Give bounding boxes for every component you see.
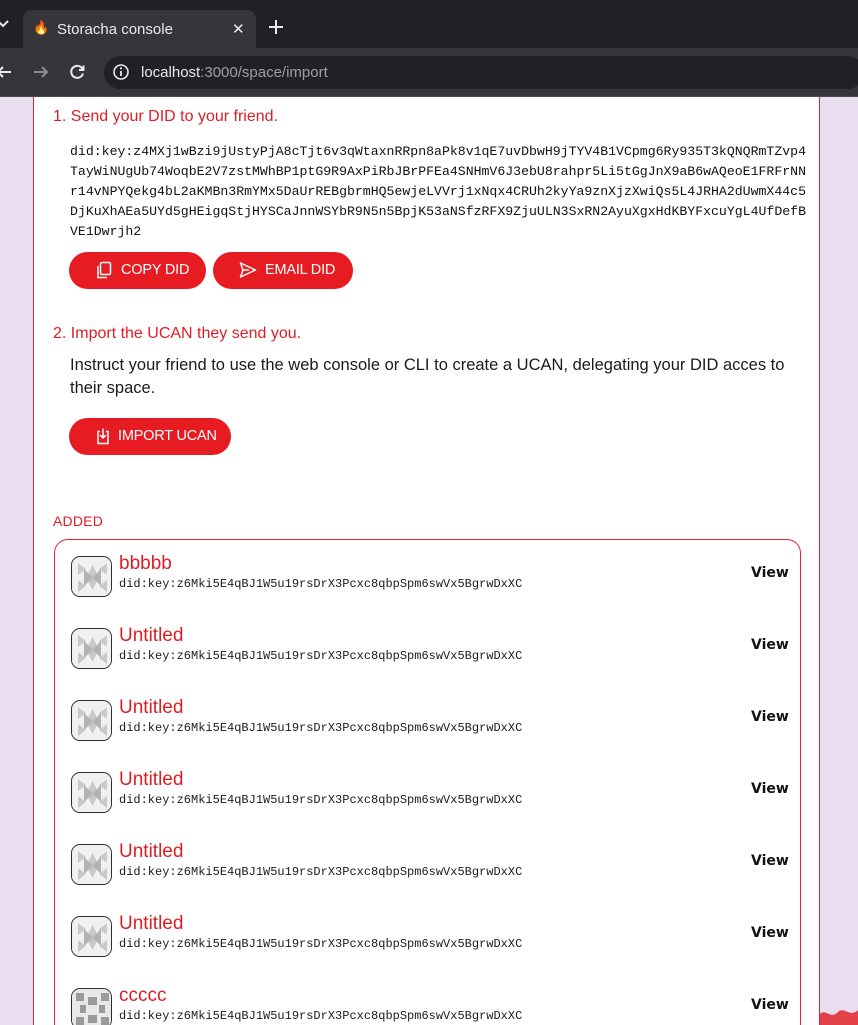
space-avatar xyxy=(71,916,112,957)
browser-tab[interactable] xyxy=(23,10,256,48)
space-avatar xyxy=(71,628,112,669)
space-name: Untitled xyxy=(119,841,184,862)
list-item xyxy=(71,769,791,816)
space-name: ccccc xyxy=(119,985,167,1006)
send-paper-plane-icon xyxy=(239,261,257,279)
blockie-avatar-icon xyxy=(72,917,112,957)
new-tab-plus-icon[interactable] xyxy=(266,17,286,37)
list-item xyxy=(71,913,791,960)
view-space-link[interactable]: View xyxy=(751,925,789,941)
added-section-label: ADDED xyxy=(53,513,104,529)
list-item xyxy=(71,625,791,672)
email-did-label: EMAIL DID xyxy=(265,262,336,278)
space-name: Untitled xyxy=(119,697,184,718)
blockie-avatar-icon xyxy=(72,773,112,813)
import-space-panel xyxy=(33,97,820,1025)
space-avatar xyxy=(71,556,112,597)
space-name: Untitled xyxy=(119,625,184,646)
background-wave-decoration xyxy=(820,1000,858,1025)
blockie-avatar-icon xyxy=(72,629,112,669)
space-avatar xyxy=(71,988,112,1025)
space-did: did:key:z6Mki5E4qBJ1W5u19rsDrX3Pcxc8qbpSpm6swVx5BgrwDxXC xyxy=(119,865,523,879)
view-space-link[interactable]: View xyxy=(751,853,789,869)
tab-search-chevron-icon[interactable] xyxy=(0,18,10,30)
view-space-link[interactable]: View xyxy=(751,565,789,581)
step-send-heading: 1. Send your DID to your friend. xyxy=(53,108,278,125)
url-text xyxy=(141,64,328,82)
address-bar[interactable] xyxy=(104,56,858,89)
import-instruction: Instruct your friend to use the web console or CLI to create a UCAN, delegating your DID acces to their space. xyxy=(70,356,785,397)
view-space-link[interactable]: View xyxy=(751,709,789,725)
space-avatar xyxy=(71,844,112,885)
space-did: did:key:z6Mki5E4qBJ1W5u19rsDrX3Pcxc8qbpSpm6swVx5BgrwDxXC xyxy=(119,649,523,663)
space-name: Untitled xyxy=(119,769,184,790)
import-ucan-button[interactable] xyxy=(69,418,231,455)
space-avatar xyxy=(71,772,112,813)
list-item xyxy=(71,841,791,888)
email-did-button[interactable] xyxy=(213,252,353,289)
copy-did-label: COPY DID xyxy=(121,262,190,278)
blockie-avatar-icon xyxy=(72,701,112,741)
space-did: did:key:z6Mki5E4qBJ1W5u19rsDrX3Pcxc8qbpSpm6swVx5BgrwDxXC xyxy=(119,937,523,951)
browser-tab-bar xyxy=(0,0,858,48)
copy-did-button[interactable] xyxy=(69,252,206,289)
list-item xyxy=(71,553,791,600)
space-did: did:key:z6Mki5E4qBJ1W5u19rsDrX3Pcxc8qbpSpm6swVx5BgrwDxXC xyxy=(119,577,523,591)
blockie-avatar-icon xyxy=(72,989,112,1025)
space-did: did:key:z6Mki5E4qBJ1W5u19rsDrX3Pcxc8qbpSpm6swVx5BgrwDxXC xyxy=(119,1009,523,1023)
list-item xyxy=(71,697,791,744)
page-viewport xyxy=(0,97,858,1025)
site-info-icon[interactable] xyxy=(112,63,130,81)
import-download-icon xyxy=(94,427,112,445)
space-did: did:key:z6Mki5E4qBJ1W5u19rsDrX3Pcxc8qbpSpm6swVx5BgrwDxXC xyxy=(119,721,523,735)
space-did: did:key:z6Mki5E4qBJ1W5u19rsDrX3Pcxc8qbpSpm6swVx5BgrwDxXC xyxy=(119,793,523,807)
import-ucan-label: IMPORT UCAN xyxy=(118,428,217,444)
tab-title: Storacha console xyxy=(57,21,173,38)
view-space-link[interactable]: View xyxy=(751,637,789,653)
reload-icon[interactable] xyxy=(67,62,87,82)
added-spaces-list xyxy=(54,539,801,1025)
space-name: bbbbb xyxy=(119,553,172,574)
blockie-avatar-icon xyxy=(72,557,112,597)
fire-favicon-icon: 🔥 xyxy=(33,21,50,36)
space-name: Untitled xyxy=(119,913,184,934)
step-import-heading: 2. Import the UCAN they send you. xyxy=(53,325,302,342)
tab-close-icon[interactable]: ✕ xyxy=(232,20,245,38)
blockie-avatar-icon xyxy=(72,845,112,885)
view-space-link[interactable]: View xyxy=(751,781,789,797)
url-host: localhost xyxy=(141,64,201,81)
browser-toolbar xyxy=(0,48,858,97)
back-arrow-icon[interactable] xyxy=(0,62,14,82)
space-avatar xyxy=(71,700,112,741)
your-did-text: did:key:z4MXj1wBzi9jUstyPjA8cTjt6v3qWtaxnRRpn8aPk8v1qE7uvDbwH9jTYV4B1VCpmg6Ry935T3kQNQRmTZvp4TayWiNUgUb74WoqbE2V7zstMWhBP1ptG9R9AxPiRbJBrPFEa4SNHmV6J3ebU8rahpr5Li5tGgJnX9aB6wAQeoE1FRFrNNr14vNPYQekg4bL2aKMBn3RmYMx5DaUrREBgbrmHQ5ewjeLVVrj1xNqx4CRUh2kyYa9znXjzXwiQs5L4JRHA2dUwmX44c5DjKuXhAEa5UYd5gHEigqStjHYSCaJnnWSYbR9N5n5BpjK53aNSfzRFX9ZjuULN3SxRN2AyuXgxHdKBYFxcuYgL4UfDefBVE1Dwrjh2 xyxy=(70,144,806,239)
view-space-link[interactable]: View xyxy=(751,997,789,1013)
forward-arrow-icon[interactable] xyxy=(31,62,51,82)
list-item xyxy=(71,985,791,1025)
copy-icon xyxy=(95,261,113,279)
url-path: :3000/space/import xyxy=(200,64,328,81)
